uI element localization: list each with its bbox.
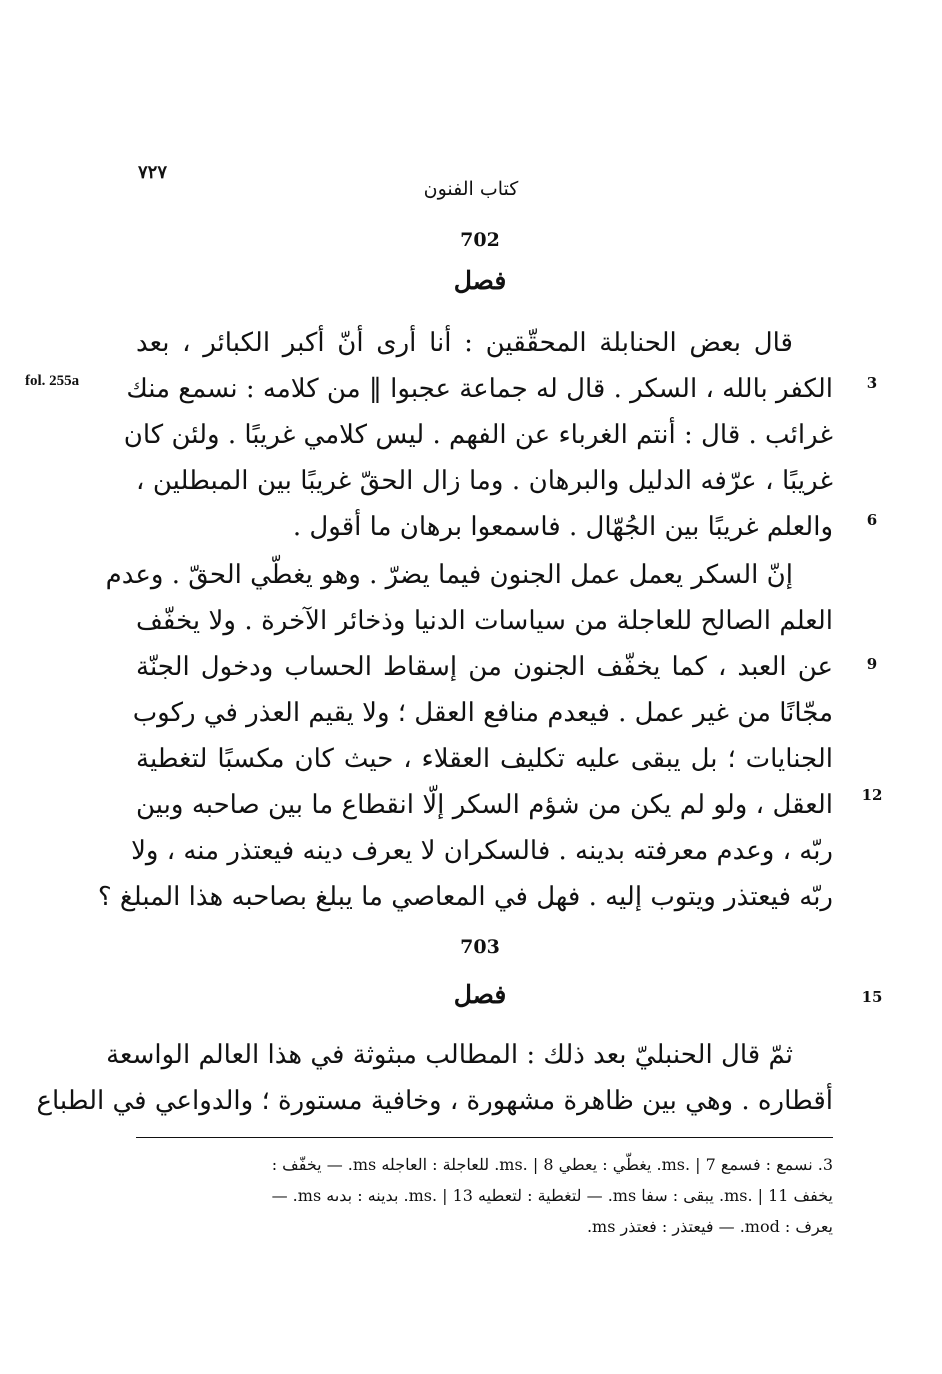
running-head: كتاب الفنون (423, 178, 519, 200)
text-line: ربّه فيعتذر ويتوب إليه . فهل في المعاصي ما يبلغ بصاحبه هذا المبلغ ؟ (97, 882, 833, 912)
line-number: 6 (866, 511, 878, 529)
page-number: ٧٢٧ (138, 162, 168, 183)
line-number: 3 (866, 374, 878, 392)
text-line: العقل ، ولو لم يكن من شؤم السكر إلّا انقطاع ما بين صاحبه وبين (136, 790, 833, 820)
text-line: عن العبد ، كما يخفّف الجنون من إسقاط الحساب ودخول الجنّة (136, 652, 833, 682)
margin-note: fol. 255a (25, 373, 80, 389)
line-number: 12 (861, 786, 883, 804)
footnote-rule (136, 1137, 833, 1138)
footnote-line: يعرف : mod. — فيعتذر : فعتذر ms. (586, 1217, 833, 1236)
footnote-line: 3. نسمع : فسمع ms. | 7. يغطّي : يعطي ms. | 8. للعاجلة : العاجله ms. — يخفّف : (271, 1155, 833, 1174)
section-number: 702 (460, 229, 500, 251)
text-line: ربّه ، وعدم معرفته بدينه . فالسكران لا يعرف دينه فيعتذر منه ، ولا (131, 836, 833, 866)
text-line: والعلم غريبًا بين الجُهّال . فاسمعوا برهان ما أقول . (292, 512, 833, 542)
section-title: فصل (453, 980, 507, 1009)
line-number: 15 (861, 988, 883, 1006)
text-line: ثمّ قال الحنبليّ بعد ذلك : المطالب مبثوثة في هذا العالم الواسعة (106, 1040, 793, 1070)
text-line: الكفر بالله ، السكر . قال له جماعة عجبوا ‖ من كلامه : نسمع منك (126, 374, 833, 404)
text-line: غريبًا ، عرّفه الدليل والبرهان . وما زال الحقّ غريبًا بين المبطلين ، (136, 466, 833, 496)
text-line: مجّانًا من غير عمل . فيعدم منافع العقل ؛ ولا يقيم العذر في ركوب (132, 698, 833, 728)
text-line: إنّ السكر يعمل عمل الجنون فيما يضرّ . وهو يغطّي الحقّ . وعدم (105, 560, 793, 590)
footnote-line: يخفف ms. | 11. يبقى : سفا ms. — لتغطية : لتعطيه ms. | 13. بدينه : بدىه ms. — (271, 1186, 833, 1205)
text-line: الجنايات ؛ بل يبقى عليه تكليف العقلاء ، حيث كان مكسبًا لتغطية (136, 744, 833, 774)
section-title: فصل (453, 266, 507, 295)
text-line: أقطاره . وهي بين ظاهرة مشهورة ، وخافية مستورة ؛ والدواعي في الطباع (36, 1086, 833, 1116)
text-line: غرائب . قال : أنتم الغرباء عن الفهم . ليس كلامي غريبًا . ولئن كان (123, 420, 833, 450)
line-number: 9 (866, 655, 878, 673)
section-number: 703 (460, 936, 500, 958)
text-line: قال بعض الحنابلة المحقّقين : أنا أرى أنّ أكبر الكبائر ، بعد (136, 328, 793, 358)
text-line: العلم الصالح للعاجلة من سياسات الدنيا وذخائر الآخرة . ولا يخفّف (136, 606, 833, 636)
